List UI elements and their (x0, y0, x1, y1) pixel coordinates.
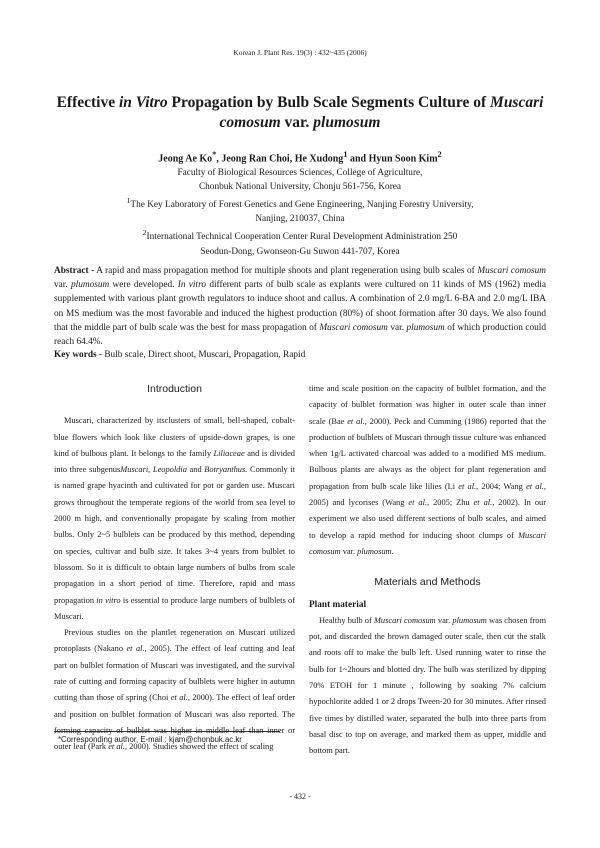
affiliation-line: Nanjing, 210037, China (255, 214, 345, 225)
keywords-label: Key words - (54, 350, 103, 360)
paragraph: Healthy bulb of Muscari comosum var. plumosum was chosen from pot, and discarded the brown damaged outer scale, then cut the stalk and roots off to make the bulb left. Used running water to rinse the bulb for 1~2hours and blotted dry. The bulb was sterilized by dipping 70% ETOH for 1 minute , following by soaking 7% calcium hypochlorite added 1 or 2 drops Tween-20 for 30 minutes. After rinsed five times by distilled water, separated the bulb into three parts from basal disc to top on average, and marked them as upper, middle and bottom part. (309, 615, 546, 756)
affiliation-line: $^2$International Technical Cooperation Center Rural Development Administration 250 (142, 228, 458, 243)
affiliation-line: Seodun-Dong, Gwonseon-Gu Suwon 441-707, Korea (200, 246, 400, 257)
affiliation-line: Chonbuk National University, Chonju 561-756, Korea (198, 182, 402, 193)
affiliation-line: Faculty of Biological Resources Sciences, College of Agriculture, (177, 168, 423, 178)
paragraph: time and scale position on the capacity of bulblet formation, and the capacity of bulblet formation was higher in outer scale than inner scale (Bae et al., 2000). Peck and Cumming (1986) reported that the production of bulblets of Muscari through tissue culture was enhanced when 1g/L activated charcoal was added to a modified MS medium. Bulbous plants are always as the object for plant regeneration and propagation from bulb scale like lilies (Li et al., 2004; Wang et al., 2005) and lycorises (Wang et al., 2005; Zhu et al., 2002). In our experiment we also used different sections of bulb scales, and aimed to develop a rapid method for inducing shoot clumps of Muscari comosum var. plumosum. (309, 384, 546, 556)
affiliation-line: $^1$The Key Laboratory of Forest Genetics and Gene Engineering, Nanjing Forestry University, (126, 196, 474, 211)
section-heading-introduction: Introduction (147, 383, 202, 395)
journal-citation: Korean J. Plant Res. 19(3) : 432~435 (2006) (233, 48, 367, 57)
paragraph: Muscari, characterized by itsclusters of small, bell-shaped, cobalt-blue flowers which look like clusters of upside-down grapes, is one kind of bulbous plant. It belongs to the family Liliaceae and is divided into three subgenusMuscari, Leopoldia and Botryanthus. Commonly it is named grape hyacinth and cultivated for pot or garden use. Muscari grows throughout the temperate regions of the world from sea level to 2000 m high, and conventionally propagate by scaling from mother bulbs. Only 2~5 bulblets can be produced by this method, depending on species, cultivar and bulb size. It takes 3~4 years from bulblet to blossom. So it is difficult to obtain large numbers of bulbs from scale propagation in a short period of time. Therefore, rapid and mass propagation in vitro is essential to produce large numbers of bulblets of Muscari. (54, 416, 295, 621)
right-column (309, 381, 546, 760)
author-list: Jeong Ae Ko*, Jeong Ran Choi, He Xudong$^1$ and Hyun Soon Kim$^2$ (158, 150, 442, 165)
paragraph: Previous studies on the plantlet regeneration on Muscari utilized protoplasts (Nakano et al., 2005). The effect of leaf cutting and leaf part on bulblet formation of Muscari was investigated, and the survival rate of cutting and forming capacity of bulblets were higher in autumn cutting than those of spring (Choi et al., 2000). The effect of leaf order and position on bulblet formation of Muscari was also reported. The forming capacity of bulblet was higher in middle leaf than inner or outer leaf (Park et al., 2000). Studies showed the effect of scaling (54, 628, 295, 752)
subheading-plant-material: Plant material (309, 599, 367, 610)
page-number: - 432 - (289, 792, 311, 801)
section-heading-methods: Materials and Methods (374, 576, 481, 589)
paper-title: Effective in Vitro Propagation by Bulb Scale Segments Culture of Muscari comosum var. plumosum (56, 94, 544, 131)
affiliations (40, 166, 560, 259)
left-column (54, 381, 295, 756)
footnote-divider (54, 731, 280, 732)
abstract-label: Abstract - (54, 266, 95, 276)
keywords: Key words - Bulb scale, Direct shoot, Muscari, Propagation, Rapid (54, 350, 306, 360)
footnote-corresponding-author: *Corresponding author, E-mail : kjam@chonbuk.ac.kr (58, 735, 242, 744)
abstract: Abstract - A rapid and mass propagation method for multiple shoots and plant regeneration using bulb scales of Muscari comosum var. plumosum were developed. In vitro different parts of bulb scale as explants were cultured on 11 kinds of MS (1962) media supplemented with various plant growth regulators to induce shoot and callus. A combination of 2.0 mg/L 6-BA and 2.0 mg/L IBA on MS medium was the most favorable and induced the highest production (80%) of shoot formation after 30 days. We also found that the middle part of bulb scale was the best for mass propagation of Muscari comosum var. plumosum of which production could reach 64.4%. (54, 266, 547, 348)
